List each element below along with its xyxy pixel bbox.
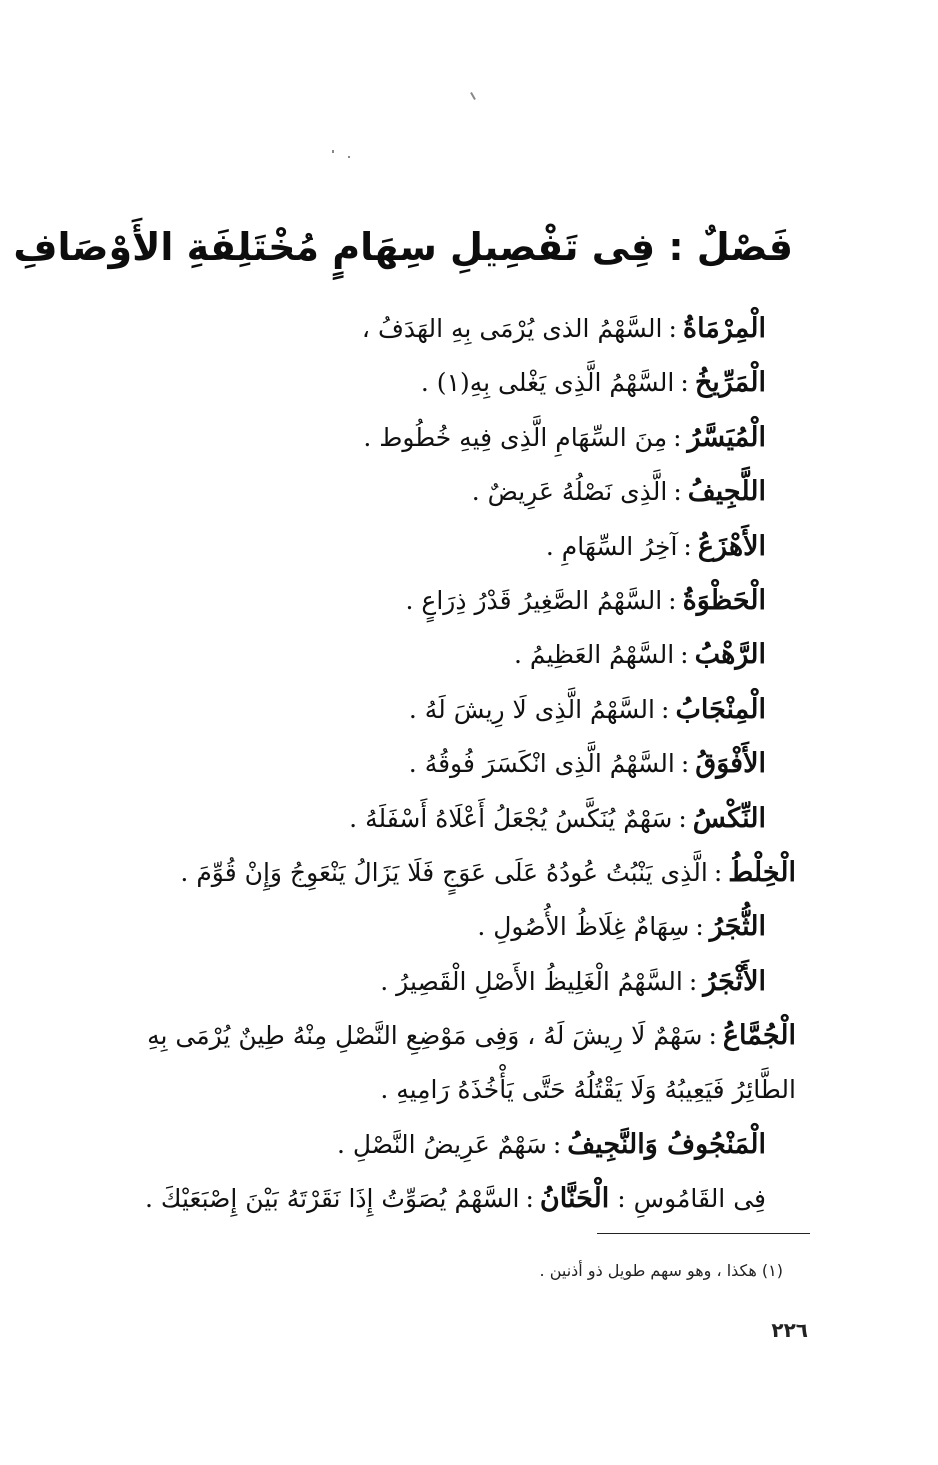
entry-definition: سَهْمٌ لَا رِيشَ لَهُ ، وَفِى مَوْضِعِ النَّصْلِ مِنْهُ طِينٌ يُرْمَى بِهِ الطَّائِرُ فَيَعِيبُهُ وَلَا يَقْتُلُهُ حَتَّى يَأْخُذَهُ رَامِيهِ . (147, 1021, 796, 1105)
entry-term: الرَّهْبُ (694, 639, 766, 671)
entry-niks (116, 792, 766, 846)
entry-definition: آخِرُ السِّهَامِ . (545, 531, 678, 561)
entry-term: الْمُيَسَّرُ (687, 421, 766, 453)
entry-term: الْجُمَّاعُ (722, 1020, 796, 1052)
entry-term: الأَهْزَعُ (697, 530, 766, 562)
entry-separator: : (680, 368, 689, 398)
entry-term: النِّكْسُ (692, 802, 766, 834)
entry-separator: : (713, 857, 723, 887)
entry-separator: : (680, 640, 689, 670)
scan-speck (470, 92, 476, 100)
entry-term: الأَثْجَرُ (703, 965, 766, 997)
entry-minjab (116, 683, 766, 737)
entry-term: الْمَرِّيخُ (694, 367, 766, 399)
entry-definition: سِهَامٌ غِلَاظُ الأُصُولِ . (477, 912, 690, 942)
entry-khilt (116, 846, 796, 900)
entry-definition: السَّهْمُ الَّذِى انْكَسَرَ فُوقُهُ . (408, 749, 675, 779)
entry-source-prefix: فِى القَامُوسِ : (617, 1184, 766, 1214)
entry-rahb (116, 628, 766, 682)
entry-hannan (116, 1172, 766, 1226)
entry-definition: الَّذِى يَنْبُتُ عُودُهُ عَلَى عَوَجٍ فَلَا يَزَالُ يَنْعَوِجُ وَإِنْ قُوِّمَ . (180, 857, 708, 887)
entry-separator: : (695, 912, 704, 942)
scan-speck (332, 150, 334, 153)
entry-definition: السَّهْمُ الَّذِى لَا رِيشَ لَهُ . (408, 694, 655, 724)
entry-athjar (116, 955, 766, 1009)
entry-term: اللَّجِيفُ (687, 476, 766, 508)
entry-term: الْمِنْجَابُ (675, 693, 766, 725)
entry-definition: السَّهْمُ العَظِيمُ . (513, 640, 675, 670)
footnote-divider (597, 1233, 810, 1234)
entry-term: الْحَنَّانُ (539, 1183, 610, 1215)
entry-separator: : (552, 1129, 562, 1159)
entry-definition: سَهْمٌ عَرِيضُ النَّصْلِ . (336, 1129, 547, 1159)
entry-thujar (116, 900, 766, 954)
entry-afwaq (116, 737, 766, 791)
entry-term: الْحَظْوَةُ (682, 584, 766, 616)
entry-definition: مِنَ السِّهَامِ الَّذِى فِيهِ خُطُوط . (363, 422, 668, 452)
entry-separator: : (688, 966, 698, 996)
entry-jummaa (116, 1009, 796, 1118)
entry-manjuf (116, 1118, 766, 1172)
entry-lajif (116, 465, 766, 519)
entry-definition: السَّهْمُ الذى يُرْمَى بِهِ الهَدَفُ ، (361, 314, 663, 343)
entry-hazwa (116, 574, 766, 628)
entry-separator: : (525, 1184, 534, 1214)
entry-separator: : (668, 314, 677, 343)
entry-separator: : (683, 531, 692, 561)
entry-term: الْمِرْمَاةُ (682, 313, 766, 344)
entry-mirmat (116, 302, 766, 356)
entry-term: الأَفْوَقُ (695, 748, 766, 780)
entry-ahza (116, 520, 766, 574)
entry-definition: السَّهْمُ الَّذِى يَغْلى بِهِ(١) . (420, 368, 675, 398)
entry-term: الثُّجَرُ (709, 911, 766, 943)
entry-mirrikh (116, 356, 766, 410)
entry-term: الْمَنْجُوفُ وَالنَّجِيفُ (567, 1128, 766, 1160)
entry-separator: : (680, 749, 690, 779)
entry-separator: : (708, 1021, 717, 1051)
entry-separator: : (673, 477, 682, 507)
scan-speck (348, 156, 350, 158)
entry-separator: : (678, 803, 687, 833)
entry-definition: السَّهْمُ يُصَوِّتُ إِذَا نَقَرْتَهُ بَيْنَ إِصْبَعَيْكَ . (145, 1184, 520, 1214)
entry-definition: سَهْمٌ يُنَكَّسُ يُجْعَلُ أَعْلَاهُ أَسْفَلَهُ . (349, 803, 673, 833)
entry-definition: السَّهْمُ الْغَلِيظُ الأَصْلِ الْقَصِيرُ . (380, 966, 683, 996)
entry-separator: : (661, 694, 670, 724)
arrow-terms-list (116, 302, 796, 1227)
entry-separator: : (668, 585, 677, 615)
entry-definition: الَّذِى نَصْلُهُ عَرِيضٌ . (471, 477, 668, 507)
entry-definition: السَّهْمُ الصَّغِيرُ قَدْرُ ذِرَاعٍ . (405, 585, 663, 615)
entry-muyassar (116, 411, 766, 465)
section-title: فَصْلٌ : فِى تَفْصِيلِ سِهَامٍ مُخْتَلِفَةِ الأَوْصَافِ (13, 225, 793, 269)
entry-term: الْخِلْطُ (728, 856, 796, 888)
entry-separator: : (673, 422, 682, 452)
footnote: (١) هكذا ، وهو سهم طويل ذو أذنين . (539, 1261, 783, 1280)
page-number: ٢٢٦ (771, 1318, 808, 1342)
